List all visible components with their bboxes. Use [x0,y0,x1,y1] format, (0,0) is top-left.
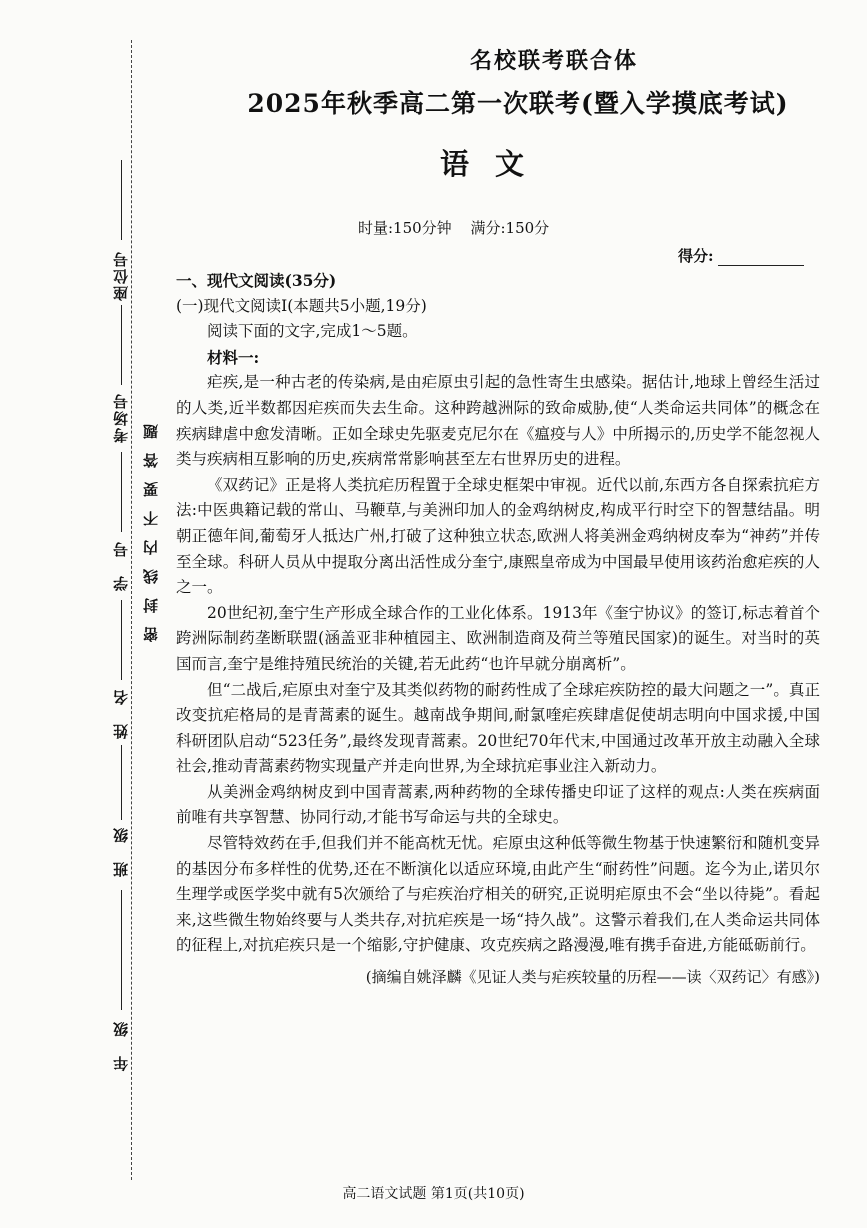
subject-title: 语文 [440,147,551,181]
seal-notice: 密封线内不要答题 [142,410,160,642]
exam-title: 2025年秋季高二第一次联考(暨入学摸底考试) [247,89,789,118]
paragraph: 疟疾,是一种古老的传染病,是由疟原虫引起的急性寄生虫感染。据估计,地球上曾经生活过的人类,近半数都因疟疾而失去生命。这种跨越洲际的致命威胁,使“人类命运共同体”的概念在疾病肆虐中愈发清晰。正如全球史先驱麦克尼尔在《瘟疫与人》中所揭示的,历史学不能忽视人类与疾病相互影响的历史,疾病常常影响甚至左右世界历史的进程。 [176,373,820,469]
paragraph: 从美洲金鸡纳树皮到中国青蒿素,两种药物的全球传播史印证了这样的观点:人类在疾病面前唯有共享智慧、协同行动,才能书写命运与共的全球史。 [176,782,820,827]
seal-dashed-line [131,40,132,1180]
class-field[interactable] [121,745,122,820]
seat-number-field[interactable] [121,160,122,240]
organization-title: 名校联考联合体 [470,48,639,74]
score-box [678,245,804,266]
student-id-label: 学 号 [112,540,130,591]
paragraph: 尽管特效药在手,但我们并不能高枕无忧。疟原虫这种低等微生物基于快速繁衍和随机变异的基因分布多样性的优势,还在不断演化以适应环境,由此产生“耐药性”问题。迄今为止,诺贝尔生理学或医学奖中就有5次颁给了与疟疾治疗相关的研究,正说明疟原虫不会“坐以待毙”。看起来,这些微生物始终要与人类共存,对抗疟疾是一场“持久战”。这警示着我们,在人类命运共同体的征程上,对抗疟疾只是一个缩影,守护健康、攻克疾病之路漫漫,唯有携手奋进,方能砥砺前行。 [176,834,820,955]
paragraph: 20世纪初,奎宁生产形成全球合作的工业化体系。1913年《奎宁协议》的签订,标志着首个跨洲际制药垄断联盟(涵盖亚非种植园主、欧洲制造商及荷兰等殖民国家)的诞生。对当时的英国而言,奎宁是维持殖民统治的关键,若无此药“也许早就分崩离析”。 [176,603,820,673]
paragraph: 但“二战后,疟原虫对奎宁及其类似药物的耐药性成了全球疟疾防控的最大问题之一”。真正改变抗疟格局的是青蒿素的诞生。越南战争期间,耐氯喹疟疾肆虐促使胡志明向中国求援,中国科研团队启动“523任务”,最终发现青蒿素。20世纪70年代末,中国通过改革开放主动融入全球社会,推动青蒿素药物实现量产并走向世界,为全球抗疟事业注入新动力。 [176,680,820,776]
page-footer: 高二语文试题 第1页(共10页) [342,1186,525,1202]
sub-section-title: (一)现代文阅读Ⅰ(本题共5小题,19分) [176,296,427,315]
instruction: 阅读下面的文字,完成1～5题。 [207,322,418,341]
name-label: 姓 名 [112,688,130,739]
seat-number-label: 座位号 [112,250,130,301]
score-field[interactable] [718,251,804,266]
source-citation: (摘编自姚泽麟《见证人类与疟疾较量的历程——读〈双药记〉有感》) [365,968,820,987]
paragraph: 《双药记》正是将人类抗疟历程置于全球史框架中审视。近代以前,东西方各自探索抗疟方法:中医典籍记载的常山、马鞭草,与美洲印加人的金鸡纳树皮,构成平行时空下的智慧结晶。明朝正德年间,葡萄牙人抵达广州,打破了这种独立状态,欧洲人将美洲金鸡纳树皮奉为“神药”并传至全球。科研人员从中提取分离出活性成分奎宁,康熙皇帝成为中国最早使用该药治愈疟疾的人之一。 [176,475,820,597]
class-label: 班 级 [112,826,130,877]
exam-time: 时量:150分钟 [358,219,452,237]
name-field[interactable] [121,600,122,680]
score-label: 得分: [678,247,714,265]
grade-field[interactable] [121,890,122,1010]
exam-room-field[interactable] [121,305,122,385]
reading-section [176,268,820,991]
exam-room-label: 考场号 [112,392,130,443]
exam-full-score: 满分:150分 [470,219,550,237]
grade-label: 年 级 [112,1020,130,1071]
section-title: 一、现代文阅读(35分) [176,271,337,290]
exam-info [358,217,549,238]
material-label: 材料一: [207,347,260,367]
student-id-field[interactable] [121,452,122,532]
